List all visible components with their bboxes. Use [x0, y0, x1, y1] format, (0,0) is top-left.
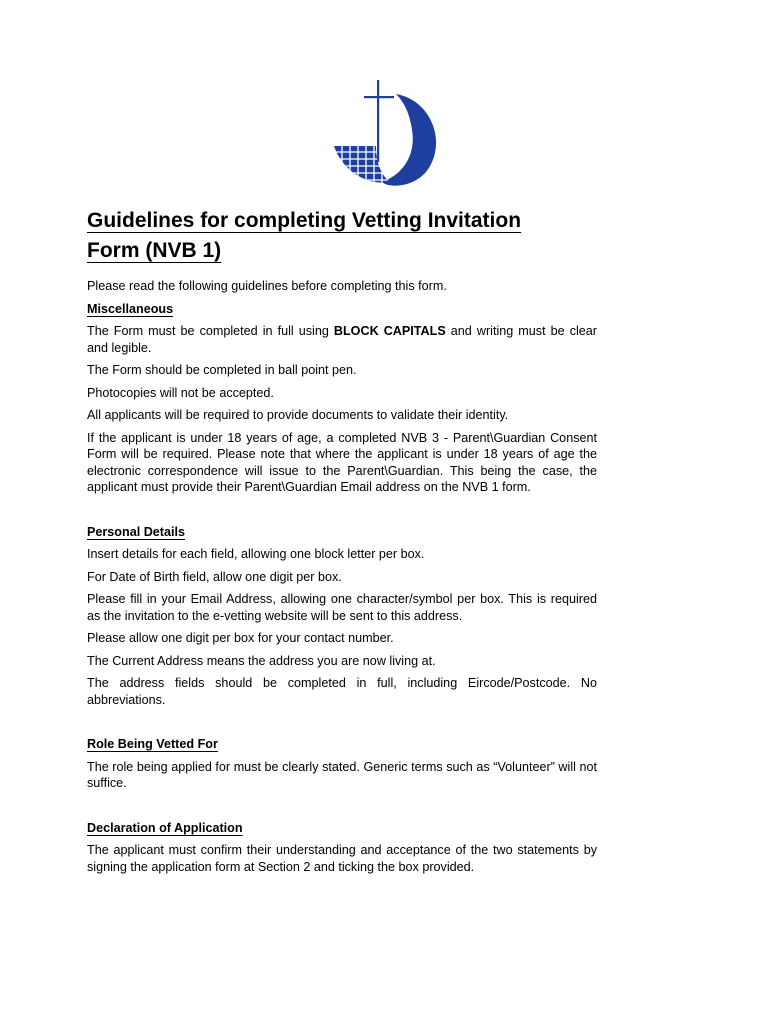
section-heading-declaration: Declaration of Application [87, 820, 243, 835]
section-heading-miscellaneous: Miscellaneous [87, 301, 174, 316]
misc-paragraph-3: Photocopies will not be accepted. [87, 385, 274, 400]
title-line-2: Form (NVB 1) [87, 239, 222, 262]
organization-logo-icon [330, 78, 442, 190]
personal-paragraph-6: The address fields should be completed in full, including Eircode/Postcode. No abbreviations. [87, 676, 597, 707]
page-title [87, 206, 597, 266]
misc-paragraph-2: The Form should be completed in ball point pen. [87, 363, 357, 377]
personal-paragraph-1: Insert details for each field, allowing one block letter per box. [87, 547, 425, 561]
section-heading-role: Role Being Vetted For [87, 737, 218, 751]
personal-paragraph-4: Please allow one digit per box for your contact number. [87, 631, 394, 645]
personal-paragraph-5: The Current Address means the address you are now living at. [87, 653, 436, 668]
personal-paragraph-2: For Date of Birth field, allow one digit per box. [87, 569, 342, 584]
intro-text: Please read the following guidelines before completing this form. [87, 279, 447, 293]
role-paragraph-1: The role being applied for must be clearly stated. Generic terms such as “Volunteer” will not suffice. [87, 759, 597, 790]
misc-paragraph-4: All applicants will be required to provide documents to validate their identity. [87, 408, 509, 422]
section-heading-personal-details: Personal Details [87, 524, 185, 539]
block-capitals-emphasis: BLOCK CAPITALS [333, 324, 446, 338]
personal-paragraph-3: Please fill in your Email Address, allowing one character/symbol per box. This is required as the invitation to the e-vetting website will be sent to this address. [87, 592, 597, 623]
misc-p1-text-after: and writing must be clear and legible. [87, 324, 597, 355]
misc-paragraph-5: If the applicant is under 18 years of age, a completed NVB 3 - Parent\Guardian Consent Form will be required. Please note that where the applicant is under 18 years of age the electronic correspondence will issue to the Parent\Guardian. This being the case, the applicant must provide their Parent\Guardian Email address on the NVB 1 form. [87, 430, 597, 494]
declaration-paragraph-1: The applicant must confirm their understanding and acceptance of the two statements by signing the application form at Section 2 and ticking the box provided. [87, 843, 597, 874]
guidelines-content [87, 206, 597, 881]
misc-paragraph-1 [87, 323, 597, 356]
title-line-1: Guidelines for completing Vetting Invitation [87, 209, 522, 232]
misc-p1-text-before: The Form must be completed in full using [87, 324, 334, 338]
